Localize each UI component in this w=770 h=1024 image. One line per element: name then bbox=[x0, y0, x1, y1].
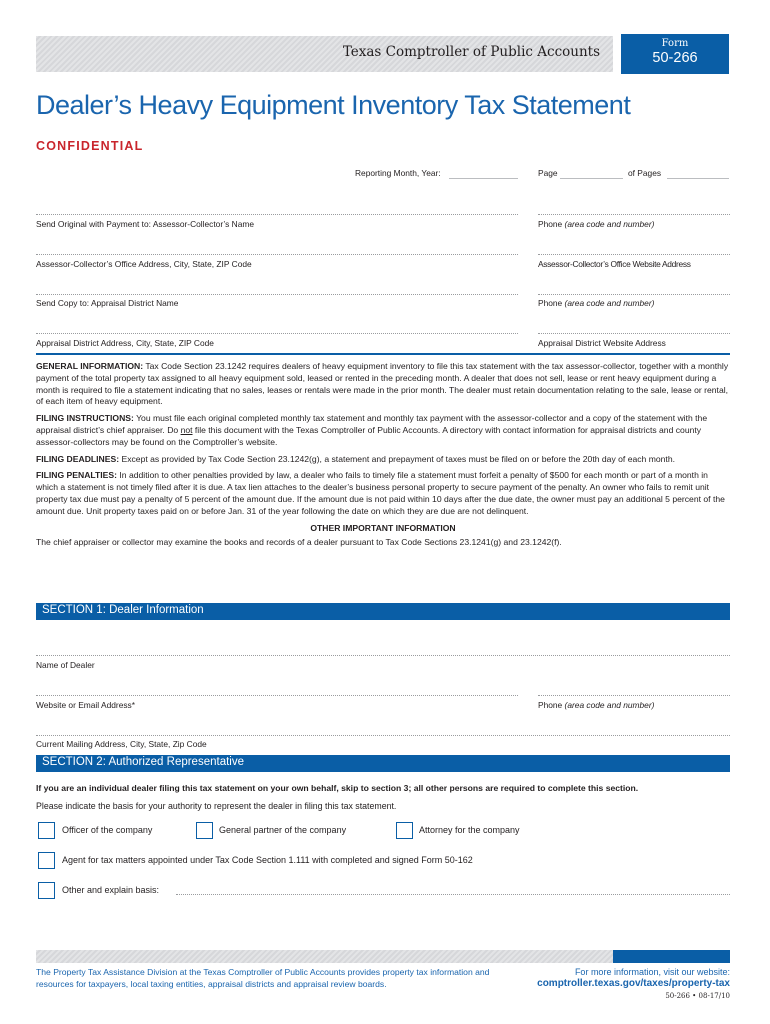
section1-header: SECTION 1: Dealer Information bbox=[36, 603, 730, 620]
agent-label: Agent for tax matters appointed under Tax Code Section 1.111 with completed and signed Form 50-162 bbox=[62, 855, 473, 865]
other-info-heading: OTHER IMPORTANT INFORMATION bbox=[310, 522, 456, 533]
footer-right bbox=[537, 967, 730, 1000]
footer-url-link[interactable]: comptroller.texas.gov/taxes/property-tax bbox=[537, 978, 730, 989]
general-information: GENERAL INFORMATION: Tax Code Section 23.1242 requires dealers of heavy equipment inventory to file this tax statement with the tax assessor-collector, together with a monthly payment of the total property tax assigned to all heavy equipment sold, leased or rented in the preceding month. A dealer that does not sell, lease or rent heavy equipment during a month is required to file a statement indicating that no sales, leases or rentals were made in the prior month. The dealer must retain documentation relating to the sale, lease or rental, of each item of heavy equipment. bbox=[36, 361, 729, 407]
filing-deadlines: FILING DEADLINES: Except as provided by Tax Code Section 23.1242(g), a statement and prepayment of taxes must be filed on or before the 20th day of each month. bbox=[36, 453, 675, 464]
footer-blue-block bbox=[613, 950, 730, 963]
page-field[interactable] bbox=[560, 178, 623, 179]
information-block bbox=[36, 361, 730, 554]
page-label: Page bbox=[538, 168, 558, 178]
assessor-name-field[interactable] bbox=[36, 214, 518, 215]
filing-penalties: FILING PENALTIES: In addition to other penalties provided by law, a dealer who fails to timely file a statement must forfeit a penalty of $500 for each month or part of a month in which a statement is not timely filed after it is due. A tax lien attaches to the dealer’s business personal property to secure payment of the penalty. An owner who fails to remit unit property tax due must pay a penalty of 5 percent of the amount due. If the amount due is not paid within 10 days after the due date, the owner must pay an additional 5 percent of the amount due. Unit property taxes paid on or before Jan. 31 of the year following the date on which they are due are not delinquent. bbox=[36, 470, 725, 516]
attorney-checkbox[interactable] bbox=[396, 822, 413, 839]
assessor-website-label: Assessor-Collector’s Office Website Address bbox=[538, 259, 691, 269]
dealer-phone-label: Phone (area code and number) bbox=[538, 700, 655, 710]
footer-description: The Property Tax Assistance Division at the Texas Comptroller of Public Accounts provides property tax information and resources for taxpayers, local taxing entities, appraisal districts and appraisal review boards. bbox=[36, 967, 490, 989]
mailing-address-label: Current Mailing Address, City, State, Zip Code bbox=[36, 739, 207, 749]
footer-form-code: 50-266 • 08-17/10 bbox=[665, 992, 730, 1000]
dealer-phone-field[interactable] bbox=[538, 695, 730, 696]
page-title: Dealer’s Heavy Equipment Inventory Tax Statement bbox=[36, 90, 631, 120]
general-partner-checkbox[interactable] bbox=[196, 822, 213, 839]
reporting-month-field[interactable] bbox=[449, 178, 518, 179]
appraisal-website-field[interactable] bbox=[538, 333, 730, 334]
attorney-label: Attorney for the company bbox=[419, 825, 520, 835]
divider bbox=[36, 353, 730, 355]
section2-instruction: If you are an individual dealer filing this tax statement on your own behalf, skip to section 3; all other persons are required to complete this section. bbox=[36, 783, 639, 793]
agent-checkbox[interactable] bbox=[38, 852, 55, 869]
other-checkbox[interactable] bbox=[38, 882, 55, 899]
form-label: Form bbox=[661, 38, 689, 49]
reporting-month-label: Reporting Month, Year: bbox=[355, 168, 441, 178]
appraisal-address-field[interactable] bbox=[36, 333, 518, 334]
form-number: 50-266 bbox=[652, 50, 698, 66]
appraisal-name-field[interactable] bbox=[36, 294, 518, 295]
send-copy-label: Send Copy to: Appraisal District Name bbox=[36, 298, 179, 308]
appraisal-website-label: Appraisal District Website Address bbox=[538, 338, 666, 348]
filing-instructions: FILING INSTRUCTIONS: You must file each original completed monthly tax statement and monthly tax payment with the assessor-collector and a copy of the statement with the appraisal district’s chief appraiser. Do not file this document with the Texas Comptroller of Public Accounts. A directory with contact information for appraisal districts and county assessor-collectors may be found on the Comptroller’s website. bbox=[36, 413, 708, 447]
other-label: Other and explain basis: bbox=[62, 885, 160, 895]
website-email-field[interactable] bbox=[36, 695, 518, 696]
section2-header: SECTION 2: Authorized Representative bbox=[36, 755, 730, 772]
appraisal-address-label: Appraisal District Address, City, State, ZIP Code bbox=[36, 338, 214, 348]
confidential-label: CONFIDENTIAL bbox=[36, 139, 144, 153]
phone1-label: Phone (area code and number) bbox=[538, 219, 655, 229]
assessor-address-label: Assessor-Collector’s Office Address, City, State, ZIP Code bbox=[36, 259, 252, 269]
officer-label: Officer of the company bbox=[62, 825, 153, 835]
phone2-field[interactable] bbox=[538, 294, 730, 295]
general-partner-label: General partner of the company bbox=[219, 825, 347, 835]
footer-band bbox=[36, 950, 613, 963]
other-basis-field[interactable] bbox=[176, 894, 730, 895]
of-pages-label: of Pages bbox=[628, 168, 662, 178]
dealer-name-field[interactable] bbox=[36, 655, 730, 656]
dealer-name-label: Name of Dealer bbox=[36, 660, 95, 670]
assessor-address-field[interactable] bbox=[36, 254, 518, 255]
website-email-label: Website or Email Address* bbox=[36, 700, 135, 710]
send-original-label: Send Original with Payment to: Assessor-Collector’s Name bbox=[36, 219, 254, 229]
of-pages-field[interactable] bbox=[667, 178, 729, 179]
officer-checkbox[interactable] bbox=[38, 822, 55, 839]
phone1-field[interactable] bbox=[538, 214, 730, 215]
agency-name: Texas Comptroller of Public Accounts bbox=[342, 44, 600, 60]
assessor-website-field[interactable] bbox=[538, 254, 730, 255]
other-info-text: The chief appraiser or collector may examine the books and records of a dealer pursuant to Tax Code Sections 23.1241(g) and 23.1242(f). bbox=[36, 537, 562, 548]
mailing-address-field[interactable] bbox=[36, 735, 730, 736]
phone2-label: Phone (area code and number) bbox=[538, 298, 655, 308]
form-number-box bbox=[621, 34, 729, 74]
footer-visit-text: For more information, visit our website: bbox=[574, 967, 730, 977]
basis-prompt: Please indicate the basis for your authority to represent the dealer in filing this tax statement. bbox=[36, 801, 397, 811]
